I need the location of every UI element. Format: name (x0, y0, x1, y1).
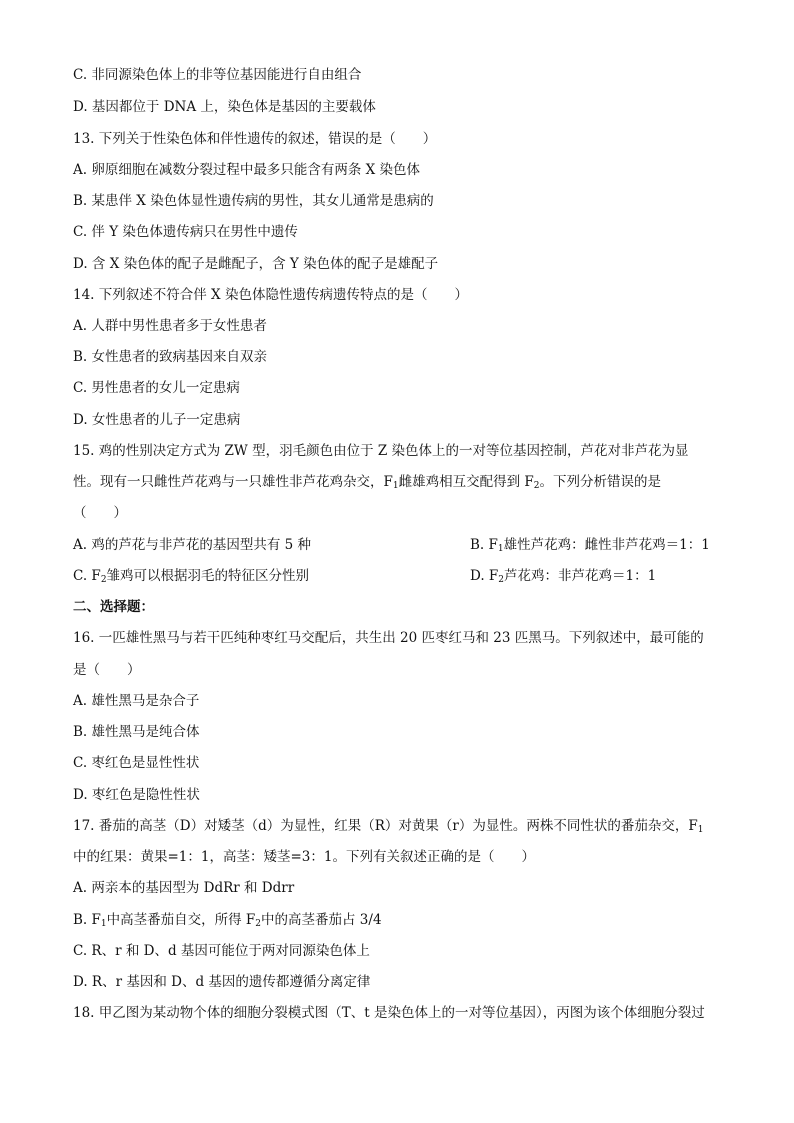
q15-options-row2 (73, 566, 738, 586)
q16-stem-line1: 16. 一匹雄性黑马与若干匹纯种枣红马交配后，共生出 20 匹枣红马和 23 匹黑马。下列叙述中，最可能的 (73, 630, 704, 646)
q16-option-a: A. 雄性黑马是杂合子 (73, 693, 200, 709)
q18-stem-line1: 18. 甲乙图为某动物个体的细胞分裂模式图（T、t 是染色体上的一对等位基因），丙图为该个体细胞分裂过 (73, 1005, 705, 1021)
q17-option-a: A. 两亲本的基因型为 DdRr 和 Ddrr (73, 880, 295, 896)
q17-option-c: C. R、r 和 D、d 基因可能位于两对同源染色体上 (73, 943, 370, 959)
q12-option-c: C. 非同源染色体上的非等位基因能进行自由组合 (73, 67, 362, 83)
q16-stem-line2: 是（ ） (73, 662, 141, 678)
q17-option-d: D. R、r 基因和 D、d 基因的遗传都遵循分离定律 (73, 974, 371, 990)
q17-stem-line2: 中的红果：黄果=1：1，高茎：矮茎=3：1。下列有关叙述正确的是（ ） (73, 849, 535, 865)
q15-option-d: D. $F_2$芦花鸡：非芦花鸡＝1：1 (470, 568, 657, 585)
q14-option-b: B. 女性患者的致病基因来自双亲 (73, 349, 268, 365)
q16-option-d: D. 枣红色是隐性性状 (73, 787, 200, 803)
q13-option-b: B. 某患伴 X 染色体显性遗传病的男性，其女儿通常是患病的 (73, 193, 434, 209)
section-title: 二、选择题： (73, 599, 154, 615)
q15-option-b: B. $F_1$雄性芦花鸡：雌性非芦花鸡＝1：1 (470, 537, 710, 554)
q13-option-c: C. 伴 Y 染色体遗传病只在男性中遗传 (73, 224, 298, 240)
q14-option-a: A. 人群中男性患者多于女性患者 (73, 318, 267, 334)
q12-option-d: D. 基因都位于 DNA 上，染色体是基因的主要载体 (73, 99, 376, 115)
q14-stem: 14. 下列叙述不符合伴 X 染色体隐性遗传病遗传特点的是（ ） (73, 287, 468, 303)
q14-option-c: C. 男性患者的女儿一定患病 (73, 380, 240, 396)
q17-stem-line1: 17. 番茄的高茎（D）对矮茎（d）为显性，红果（R）对黄果（r）为显性。两株不同性状的番茄杂交，$F_1$ (73, 818, 704, 835)
q17-option-b: B. $F_1$中高茎番茄自交，所得 $F_2$中的高茎番茄占 3/4 (73, 912, 382, 929)
q15-stem-line2: 性。现有一只雌性芦花鸡与一只雄性非芦花鸡杂交，$F_1$雌雄鸡相互交配得到 $F_2$。下列分析错误的是 (73, 474, 662, 491)
q15-stem-line1: 15. 鸡的性别决定方式为 ZW 型，羽毛颜色由位于 Z 染色体上的一对等位基因控制，芦花对非芦花为显 (73, 443, 689, 459)
q14-option-d: D. 女性患者的儿子一定患病 (73, 412, 241, 428)
q16-option-b: B. 雄性黑马是纯合体 (73, 724, 200, 740)
q13-stem: 13. 下列关于性染色体和伴性遗传的叙述，错误的是（ ） (73, 131, 437, 147)
q13-option-d: D. 含 X 染色体的配子是雌配子，含 Y 染色体的配子是雄配子 (73, 256, 439, 272)
q16-option-c: C. 枣红色是显性性状 (73, 755, 200, 771)
q15-option-a: A. 鸡的芦花与非芦花的基因型共有 5 种 (73, 537, 312, 553)
q15-options-row1 (73, 535, 738, 555)
q15-stem-line3: （ ） (73, 505, 127, 521)
q15-option-c: C. $F_2$雏鸡可以根据羽毛的特征区分性别 (73, 568, 310, 585)
q13-option-a: A. 卵原细胞在减数分裂过程中最多只能含有两条 X 染色体 (73, 162, 421, 178)
